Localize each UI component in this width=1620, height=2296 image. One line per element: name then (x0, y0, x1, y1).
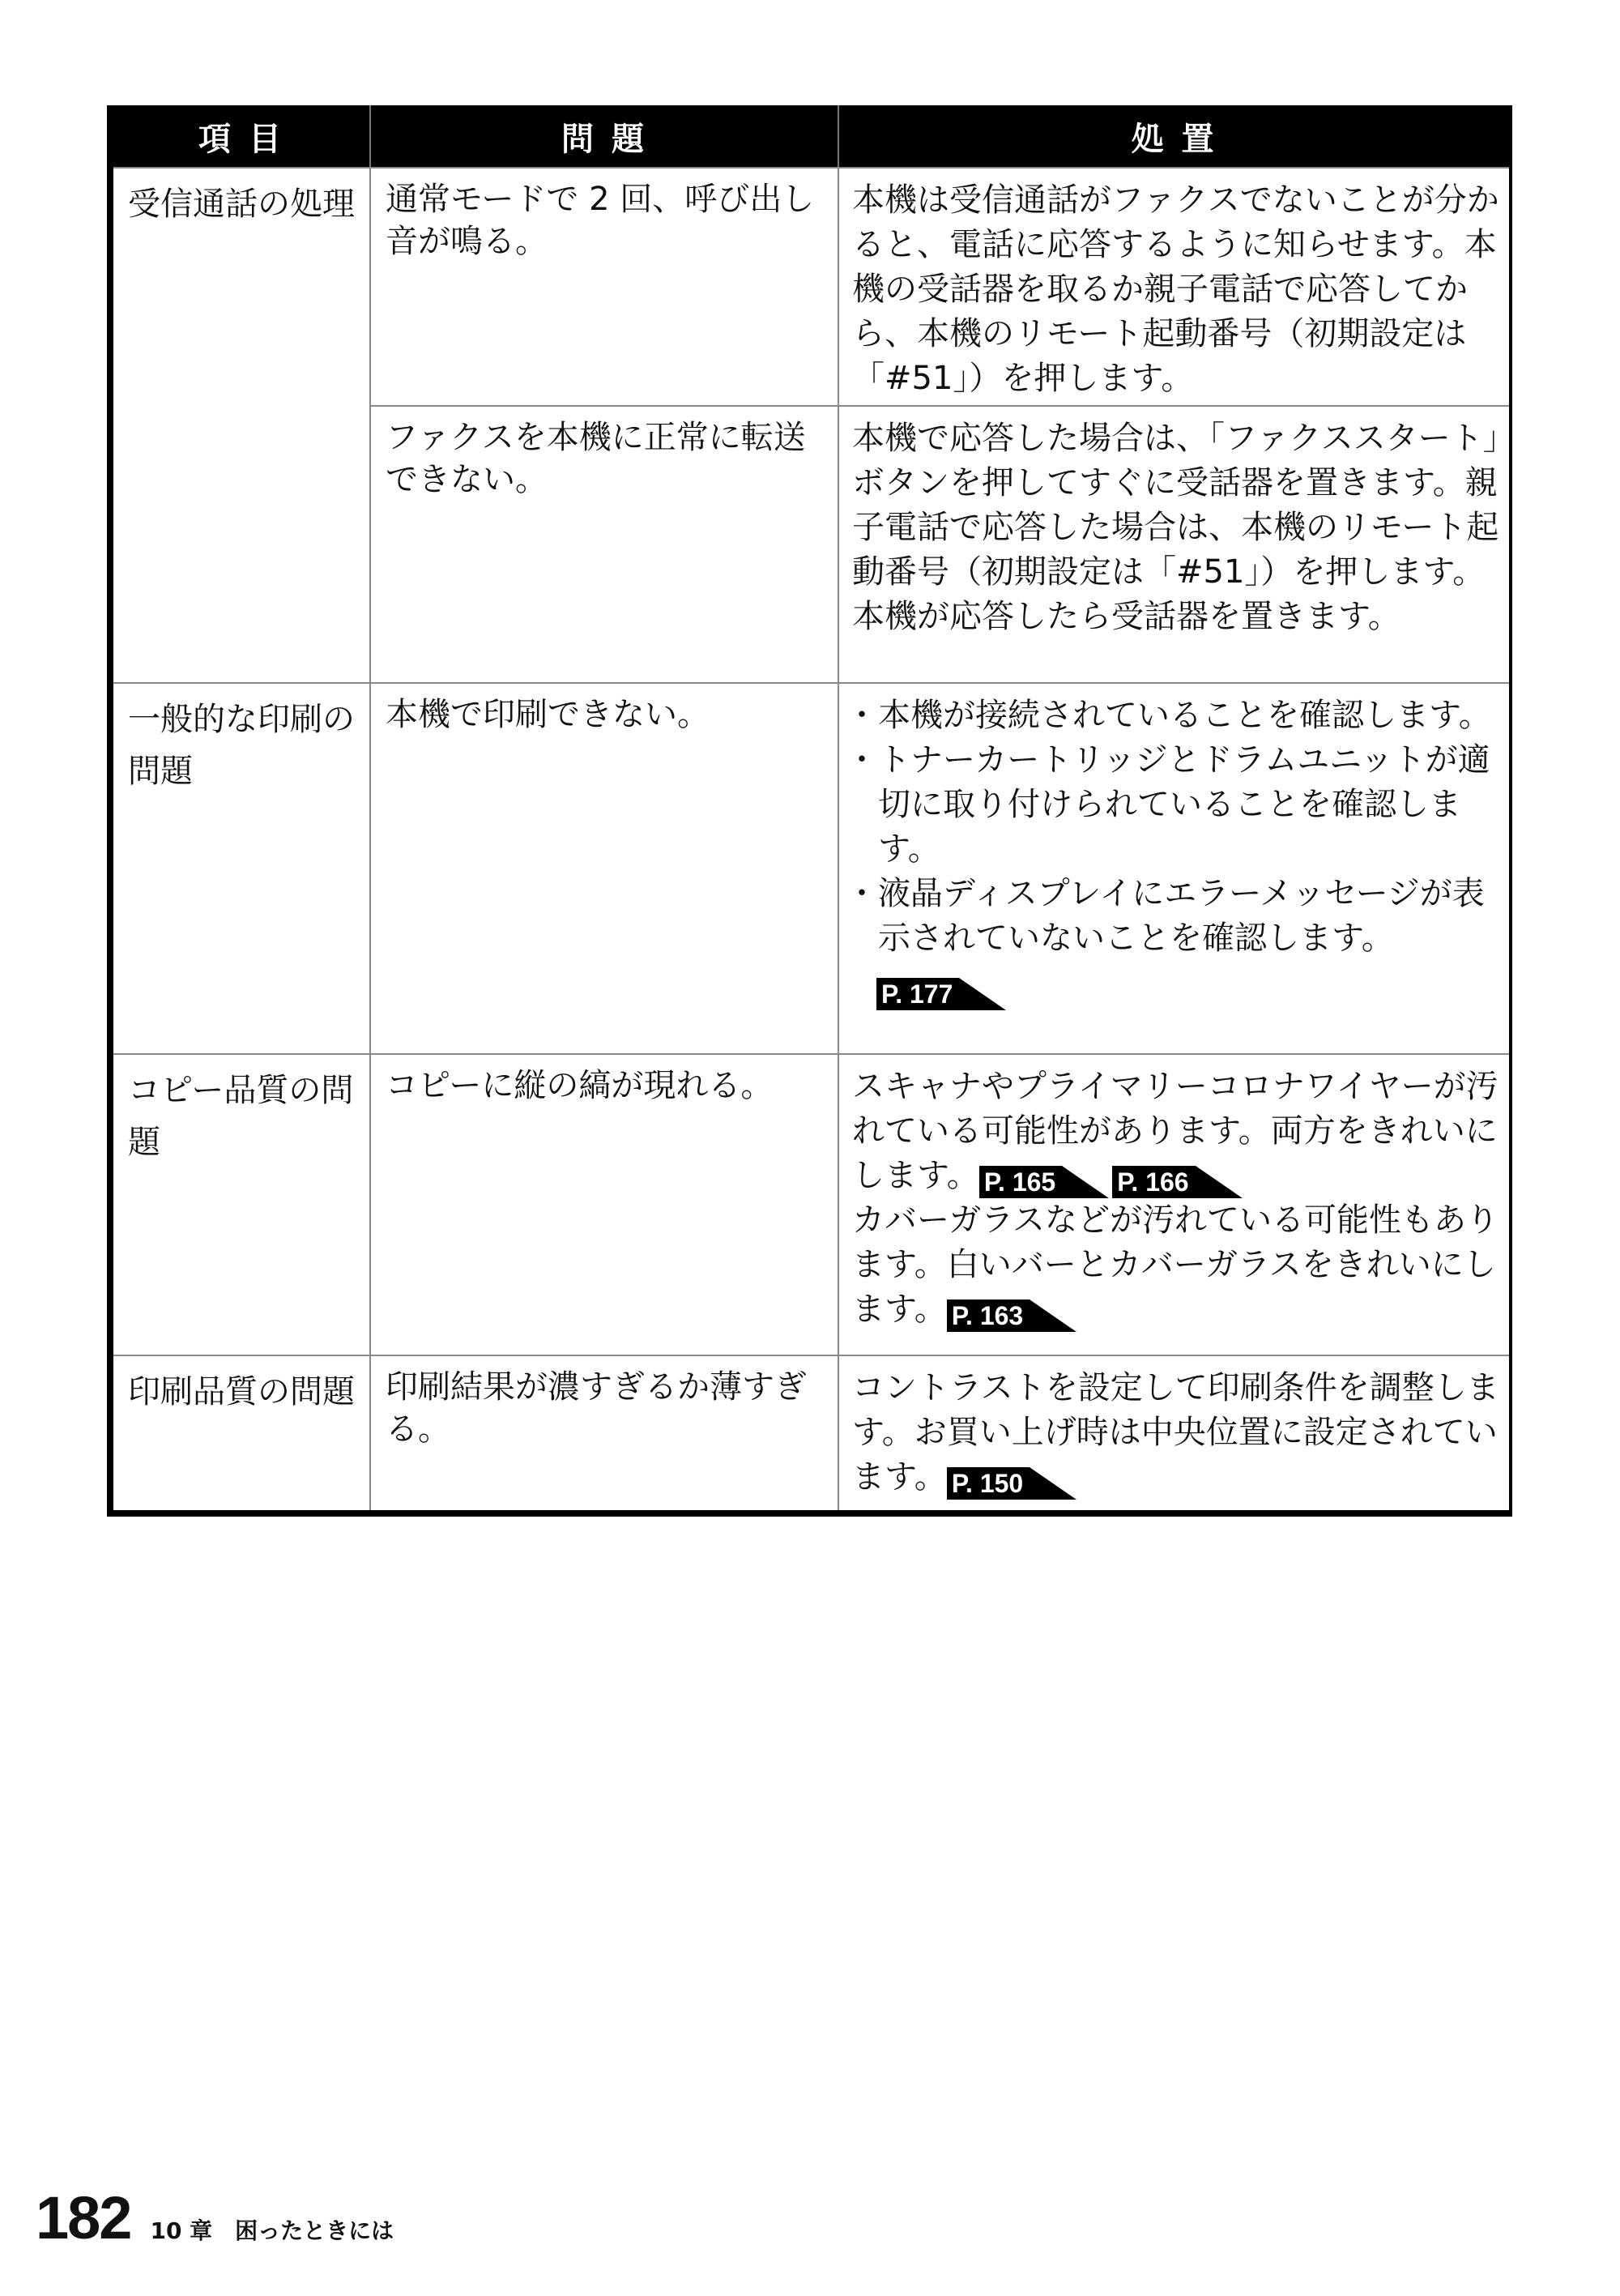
item-cell: 一般的な印刷の問題 (113, 684, 371, 1053)
table-row (371, 169, 1509, 405)
solution-cell (839, 684, 1509, 1053)
page-reference-badge[interactable]: P. 165 (979, 1166, 1062, 1198)
problem-cell: 印刷結果が濃すぎるか薄すぎる。 (371, 1356, 839, 1510)
page-reference-badge[interactable]: P. 163 (947, 1300, 1030, 1332)
item-cell: 印刷品質の問題 (113, 1356, 371, 1510)
solution-cell: 本機は受信通話がファクスでないことが分かると、電話に応答するように知らせます。本機の受話器を取るか親子電話で応答してから、本機のリモート起動番号（初期設定は「#51」）を押します。 (852, 181, 1499, 397)
item-cell: コピー品質の問題 (113, 1055, 371, 1355)
page-reference-badge[interactable]: P. 150 (947, 1467, 1030, 1500)
page-number: 182 (36, 2184, 131, 2251)
header-solution: 処 置 (1131, 120, 1217, 158)
problem-cell: コピーに縦の縞が現れる。 (371, 1055, 839, 1355)
table-group-print-quality (113, 1355, 1509, 1510)
bullet-item: ・ 液晶ディスプレイにエラーメッセージが表示されていないことを確認します。 (852, 872, 1501, 961)
problem-cell: ファクスを本機に正常に転送できない。 (371, 407, 839, 682)
table-row (371, 1356, 1509, 1510)
solution-cell (839, 1356, 1509, 1510)
problem-cell: 本機で印刷できない。 (371, 684, 839, 1053)
solution-text: カバーガラスなどが汚れている可能性もあります。白いバーとカバーガラスをきれいにします。 (852, 1201, 1498, 1328)
header-item: 項 目 (113, 105, 371, 167)
troubleshooting-table (107, 105, 1512, 1517)
table-row (371, 405, 1509, 682)
solution-text: コントラストを設定して印刷条件を調整します。お買い上げ時は中央位置に設定されています。 (852, 1369, 1499, 1496)
table-row (371, 684, 1509, 1053)
page-reference-badge[interactable]: P. 177 (876, 978, 959, 1010)
header-problem: 問 題 (371, 105, 839, 167)
solution-text: スキャナやプライマリーコロナワイヤーが汚れている可能性があります。両方をきれいにします。 (852, 1068, 1498, 1194)
table-row (371, 1055, 1509, 1355)
page-footer (36, 2183, 394, 2252)
solution-cell: 本機で応答した場合は、「ファクススタート」ボタンを押してすぐに受話器を置きます。親子電話で応答した場合は、本機のリモート起動番号（初期設定は「#51」）を押します。本機が応答したら受話器を置きます。 (852, 420, 1499, 635)
table-header (113, 105, 1509, 167)
chapter-title: 10 章 困ったときには (150, 2217, 394, 2244)
solution-cell (839, 1055, 1509, 1355)
table-group-receive-call (113, 167, 1509, 682)
table-group-general-print (113, 682, 1509, 1053)
bullet-item: ・ 本機が接続されていることを確認します。 (852, 693, 1501, 738)
item-cell: 受信通話の処理 (113, 169, 371, 682)
page-reference-badge[interactable]: P. 166 (1112, 1166, 1195, 1198)
problem-cell: 通常モードで 2 回、呼び出し音が鳴る。 (371, 169, 839, 405)
bullet-item: ・ トナーカートリッジとドラムユニットが適切に取り付けられていることを確認します。 (852, 738, 1501, 872)
table-group-copy-quality (113, 1053, 1509, 1355)
